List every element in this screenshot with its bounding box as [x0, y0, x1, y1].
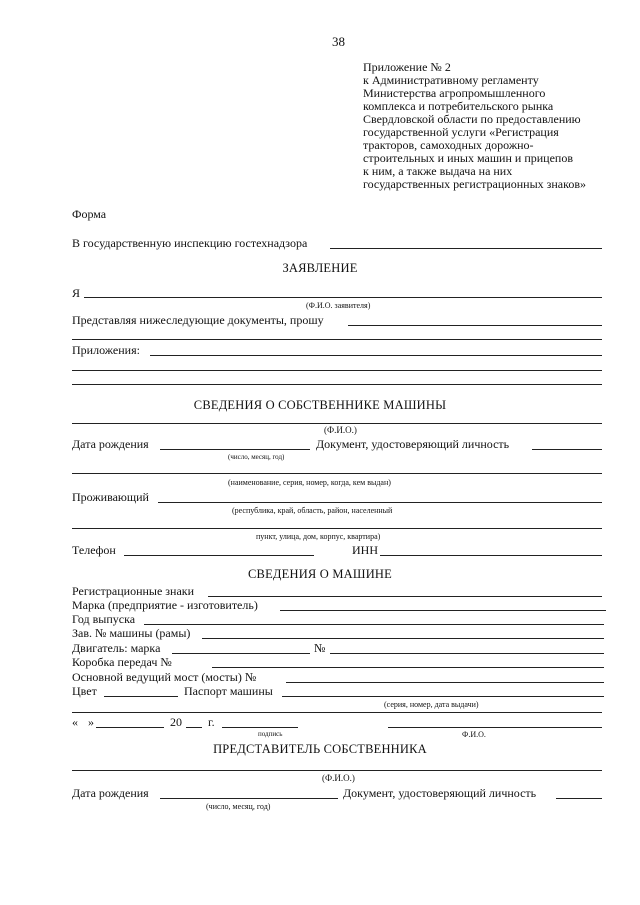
owner-fio-field[interactable]: [72, 423, 602, 424]
page-number: 38: [332, 34, 345, 49]
form-label: Форма: [72, 207, 107, 221]
document-title: ЗАЯВЛЕНИЕ: [282, 261, 358, 275]
recipient-field[interactable]: [330, 248, 602, 249]
gearbox-label: Коробка передач №: [72, 655, 172, 669]
passport-field[interactable]: [282, 696, 604, 697]
recipient-label: В государственную инспекцию гостехнадзора: [72, 236, 308, 250]
presenting-label: Представляя нижеследующие документы, прошу: [72, 313, 324, 327]
owner-birth-field[interactable]: [160, 449, 310, 450]
year-prefix: 20: [170, 715, 182, 729]
date-quote-close: »: [88, 715, 94, 729]
appendix-line: государственной услуги «Регистрация: [363, 125, 559, 139]
engine-number-label: №: [314, 641, 326, 655]
appendix-line: к Административному регламенту: [363, 73, 539, 87]
owner-doc-field[interactable]: [532, 449, 602, 450]
date-quote-open: «: [72, 715, 78, 729]
passport-caption: (серия, номер, дата выдачи): [384, 700, 479, 709]
address-caption-2: пункт, улица, дом, корпус, квартира): [256, 532, 381, 541]
owner-fio-caption: (Ф.И.О.): [324, 425, 357, 435]
owner-doc-label: Документ, удостоверяющий личность: [316, 437, 510, 451]
appendix-title: Приложение № 2: [363, 60, 451, 74]
reg-plates-field[interactable]: [208, 596, 602, 597]
representative-section-title: ПРЕДСТАВИТЕЛЬ СОБСТВЕННИКА: [213, 742, 427, 756]
appendix-line: Свердловской области по предоставлению: [363, 112, 581, 126]
gearbox-field[interactable]: [212, 667, 604, 668]
appendix-block: [363, 61, 623, 191]
phone-field[interactable]: [124, 555, 314, 556]
phone-label: Телефон: [72, 543, 116, 557]
machine-section-title: СВЕДЕНИЯ О МАШИНЕ: [248, 567, 392, 581]
request-field-line-2[interactable]: [72, 339, 602, 340]
applicant-fio-field[interactable]: [84, 297, 602, 298]
address-field[interactable]: [158, 502, 602, 503]
attachments-field-line-2[interactable]: [72, 370, 602, 371]
owner-birth-caption: (число, месяц, год): [228, 453, 285, 461]
representative-fio-caption: (Ф.И.О.): [322, 773, 355, 783]
representative-birth-label: Дата рождения: [72, 786, 149, 800]
passport-field-line-2[interactable]: [72, 712, 602, 713]
appendix-line: комплекса и потребительского рынка: [363, 99, 554, 113]
axle-label: Основной ведущий мост (мосты) №: [72, 670, 257, 684]
engine-label: Двигатель: марка: [72, 641, 161, 655]
engine-number-field[interactable]: [330, 653, 604, 654]
appendix-line: Министерства агропромышленного: [363, 86, 546, 100]
reg-plates-label: Регистрационные знаки: [72, 584, 195, 598]
inn-field[interactable]: [380, 555, 602, 556]
attachments-label: Приложения:: [72, 343, 140, 357]
representative-doc-label: Документ, удостоверяющий личность: [343, 786, 537, 800]
serial-field[interactable]: [202, 638, 604, 639]
address-field-line-2[interactable]: [72, 528, 602, 529]
color-field[interactable]: [104, 696, 178, 697]
signature-field[interactable]: [222, 727, 298, 728]
representative-fio-field[interactable]: [72, 770, 602, 771]
appendix-line: государственных регистрационных знаков»: [363, 177, 587, 191]
appendix-line: тракторов, самоходных дорожно-: [363, 138, 534, 152]
representative-birth-caption: (число, месяц, год): [206, 802, 271, 811]
engine-brand-field[interactable]: [172, 653, 310, 654]
signature-caption: подпись: [258, 730, 283, 738]
request-field[interactable]: [348, 325, 602, 326]
brand-label: Марка (предприятие - изготовитель): [72, 598, 258, 612]
serial-label: Зав. № машины (рамы): [72, 626, 191, 640]
applicant-i-label: Я: [72, 286, 81, 300]
residing-label: Проживающий: [72, 490, 149, 504]
appendix-line: строительных и иных машин и прицепов: [363, 151, 574, 165]
year-field[interactable]: [144, 624, 604, 625]
signer-fio-caption: Ф.И.О.: [462, 730, 486, 739]
passport-label: Паспорт машины: [184, 684, 273, 698]
brand-field[interactable]: [280, 610, 606, 611]
representative-birth-field[interactable]: [160, 798, 338, 799]
inn-label: ИНН: [352, 543, 378, 557]
attachments-field[interactable]: [150, 355, 602, 356]
appendix-line: к ним, а также выдача на них: [363, 164, 513, 178]
signer-fio-field[interactable]: [388, 727, 602, 728]
owner-birth-label: Дата рождения: [72, 437, 149, 451]
owner-doc-caption: (наименование, серия, номер, когда, кем выдан): [228, 478, 391, 487]
date-month-field[interactable]: [96, 727, 164, 728]
owner-doc-field-line-2[interactable]: [72, 473, 602, 474]
year-label: Год выпуска: [72, 612, 136, 626]
applicant-fio-caption: (Ф.И.О. заявителя): [306, 301, 371, 310]
axle-field[interactable]: [286, 682, 604, 683]
address-caption-1: (республика, край, область, район, населенный: [232, 506, 393, 515]
owner-section-title: СВЕДЕНИЯ О СОБСТВЕННИКЕ МАШИНЫ: [193, 398, 447, 412]
attachments-field-line-3[interactable]: [72, 384, 602, 385]
date-year-field[interactable]: [186, 727, 202, 728]
representative-doc-field[interactable]: [556, 798, 602, 799]
color-label: Цвет: [72, 684, 97, 698]
year-suffix: г.: [208, 715, 215, 729]
